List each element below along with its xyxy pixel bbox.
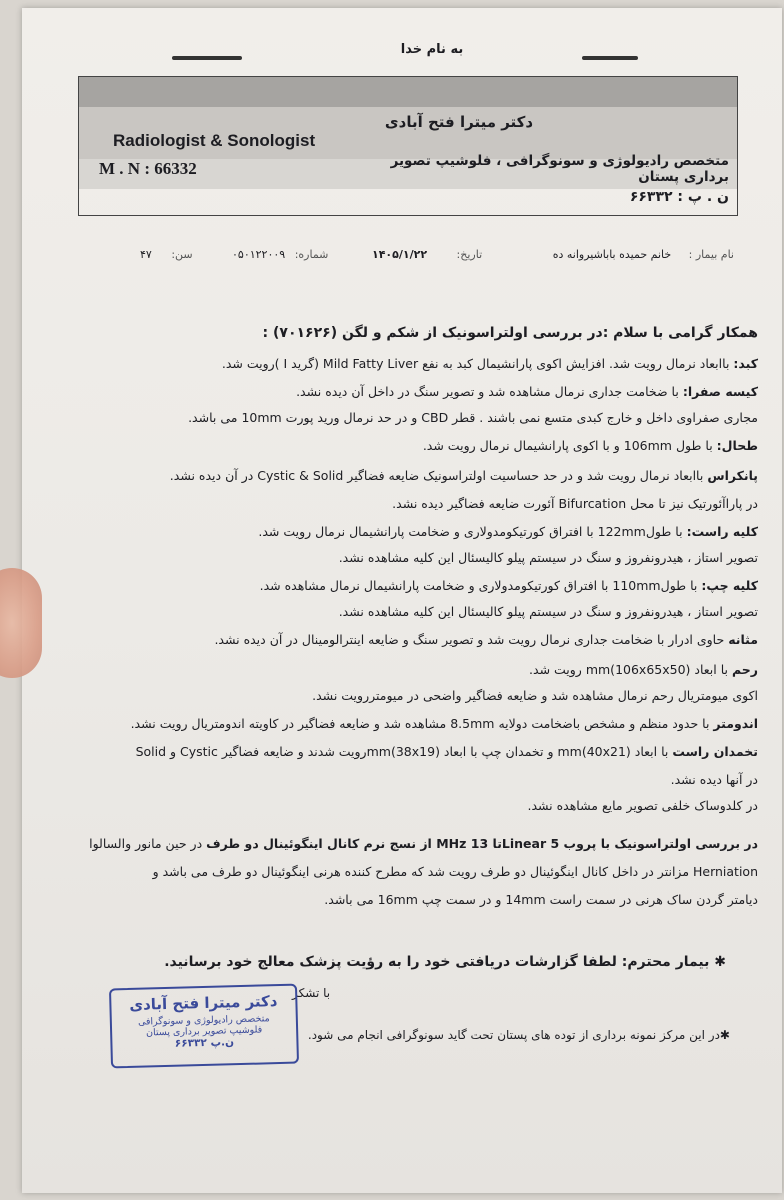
- patient-note: ✱ بیمار محترم: لطفا گزارشات دریافتی خود را به رؤیت پزشک معالج خود برسانید.: [164, 954, 726, 970]
- patient-name: خانم حمیده باباشیروانه ده: [552, 248, 672, 261]
- report-body-continued: [82, 866, 758, 926]
- punch-mark-right: [582, 56, 638, 60]
- report-line: اکوی میومتریال رحم نرمال مشاهده شد و ضایعه فضاگیر واضحی در میومتررویت نشد.: [312, 688, 758, 703]
- np-number: ن . پ : ۶۶۳۳۲: [629, 189, 729, 205]
- number-field: شماره: ۰۵۰۱۲۲۰۰۹: [232, 248, 329, 261]
- report-paper: [22, 8, 782, 1193]
- page-heading: به نام خدا: [400, 42, 464, 57]
- report-date: ۱۴۰۵/۱/۲۲: [372, 248, 428, 261]
- patient-name-field: نام بیمار : خانم حمیده باباشیروانه ده: [552, 248, 734, 261]
- medical-number: M . N : 66332: [99, 159, 197, 178]
- thumb-shadow: [0, 568, 42, 678]
- report-line: مجاری صفراوی داخل و خارج کبدی متسع نمی باشند . قطر CBD و در حد نرمال ورید پورت 10mm می باشد.: [188, 410, 758, 425]
- letterhead: [78, 76, 738, 216]
- doctor-specialty: متخصص رادیولوژی و سونوگرافی ، فلوشیپ تصویر برداری پستان: [390, 153, 729, 185]
- report-line: کبد: باابعاد نرمال رویت شد. افزایش اکوی پارانشیمال کبد به نفع Mild Fatty Liver (گرید I )رویت شد.: [221, 356, 758, 371]
- report-line: تخمدان راست با ابعاد (40x21)mm و تخمدان چپ با ابعاد (38x19)mmرویت شدند و ضایعه فضاگیر Cystic و Solid: [135, 744, 758, 759]
- patient-age: ۴۷: [140, 248, 152, 261]
- report-line: در پاراآئورتیک نیز تا محل Bifurcation آئورت ضایعه فضاگیر دیده نشد.: [392, 496, 758, 511]
- report-line: کلیه راست: با طول122mm با افتراق کورتیکومدولاری و ضخامت پارانشیمال نرمال رویت شد.: [258, 524, 758, 539]
- age-field: سن: ۴۷: [140, 248, 193, 261]
- report-line: در کلدوساک خلفی تصویر مایع مشاهده نشد.: [527, 798, 758, 813]
- report-line: کلیه چپ: با طول110mm با افتراق کورتیکومدولاری و ضخامت پارانشیمال نرمال مشاهده شد.: [259, 578, 758, 593]
- report-title: همکار گرامی با سلام :در بررسی اولتراسونیک از شکم و لگن (۷۰۱۶۲۶) :: [262, 325, 758, 341]
- report-line: طحال: با طول 106mm و با اکوی پارانشیمال نرمال رویت شد.: [422, 438, 758, 453]
- closing-text: با تشکر: [292, 986, 331, 1000]
- date-field: تاریخ: ۱۴۰۵/۱/۲۲: [372, 248, 483, 261]
- report-line: تصویر استاز ، هیدرونفروز و سنگ در سیستم پیلو کالیسئال این کلیه مشاهده نشد.: [338, 604, 758, 619]
- punch-mark-left: [172, 56, 242, 60]
- report-line: اندومتر با حدود منظم و مشخص باضخامت دولایه 8.5mm مشاهده شد و ضایعه فضاگیر در کاویته اندومتریال رویت نشد.: [130, 716, 758, 731]
- report-line: پانکراس باابعاد نرمال رویت شد و در حد حساسیت اولتراسونیک ضایعه فضاگیر Cystic & Solid در آن دیده نشد.: [169, 468, 758, 483]
- report-line: Herniation مزانتر در داخل کانال اینگوئینال دو طرف رویت شد که مطرح کننده هرنی اینگوئینال دو طرف می باشد و: [152, 864, 758, 879]
- report-line: در بررسی اولتراسونیک با پروب Linear 5تا 13 MHz از نسج نرم کانال اینگوئینال دو طرف در حین مانور والسالوا: [89, 836, 758, 851]
- report-line: دیامتر گردن ساک هرنی در سمت راست 14mm و در سمت چپ 16mm می باشد.: [324, 892, 758, 907]
- patient-number: ۰۵۰۱۲۲۰۰۹: [232, 248, 286, 261]
- doctor-stamp: دکتر میترا فتح آبادی متخصص رادیولوژی و سونوگرافی فلوشیپ تصویر برداری پستان ن.پ ۶۶۳۳۲: [109, 984, 299, 1069]
- report-line: در آنها دیده نشد.: [670, 772, 758, 787]
- report-line: رحم با ابعاد (106x65x50)mm رویت شد.: [529, 662, 758, 677]
- doctor-name: دکتر میترا فتح آبادی: [384, 113, 534, 131]
- footer-note: ✱در این مرکز نمونه برداری از توده های پستان تحت گاید سونوگرافی انجام می شود.: [307, 1028, 730, 1042]
- report-body: [82, 326, 758, 866]
- report-line: کیسه صفرا: با ضخامت جداری نرمال مشاهده شد و تصویر سنگ در داخل آن دیده نشد.: [296, 384, 758, 399]
- doctor-title-en: Radiologist & Sonologist: [113, 131, 316, 150]
- report-line: تصویر استاز ، هیدرونفروز و سنگ در سیستم پیلو کالیسئال این کلیه مشاهده نشد.: [338, 550, 758, 565]
- report-line: مثانه حاوی ادرار با ضخامت جداری نرمال رویت شد و تصویر سنگ و ضایعه اینترالومینال در آن دیده نشد.: [214, 632, 758, 647]
